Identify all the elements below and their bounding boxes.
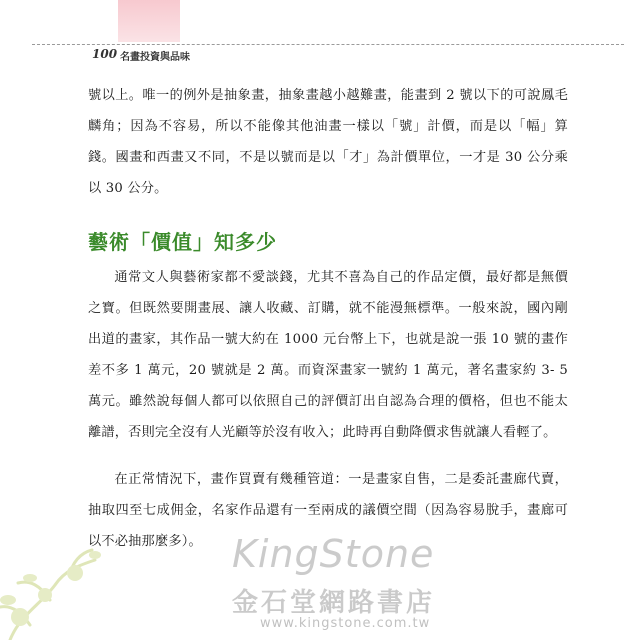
paragraph: 號以上。唯一的例外是抽象畫，抽象畫越小越難畫，能畫到 2 號以下的可說鳳毛麟角；因為不容易，所以不能像其他油畫一樣以「號」計價，而是以「幅」算錢。國畫和西畫又不同，不是以號而是以「才」為計價單位，一才是 30 公分乘以 30 公分。 bbox=[88, 88, 568, 196]
page-number: 100 bbox=[92, 47, 118, 61]
section-heading: 藝術「價值」知多少 bbox=[88, 230, 277, 254]
header-color-tab bbox=[118, 0, 180, 42]
floral-ornament-icon bbox=[0, 545, 110, 640]
watermark-url: www.kingstone.com.tw bbox=[260, 616, 431, 631]
paragraph: 通常文人與藝術家都不愛談錢，尤其不喜為自己的作品定價，最好都是無價之寶。但既然要開畫展、讓人收藏、訂購，就不能漫無標準。一般來說，國內剛出道的畫家，其作品一號大約在 1000 元台幣上下，也就是說一張 10 號的畫作差不多 1 萬元，20 號就是 2 萬。而資深畫家一號約 1 萬元，著名畫家約 3- 5 萬元。雖然說每個人都可以依照自己的評價訂出自認為合理的價格，但也不能太離譜，否則完全沒有人光顧等於沒有收入；此時再自動降價求售就讓人看輕了。 bbox=[88, 270, 568, 440]
paragraph: 在正常情況下，畫作買賣有幾種管道：一是畫家自售，二是委託畫廊代賣，抽取四至七成佣金，名家作品還有一至兩成的議價空間（因為容易脫手，畫廊可以不必抽那麼多）。 bbox=[88, 472, 568, 549]
watermark-logo: KingStone bbox=[232, 532, 435, 576]
header-divider bbox=[32, 44, 624, 45]
book-title: 名畫投資與品味 bbox=[120, 52, 190, 63]
watermark-store-name: 金石堂網路書店 bbox=[232, 588, 436, 618]
